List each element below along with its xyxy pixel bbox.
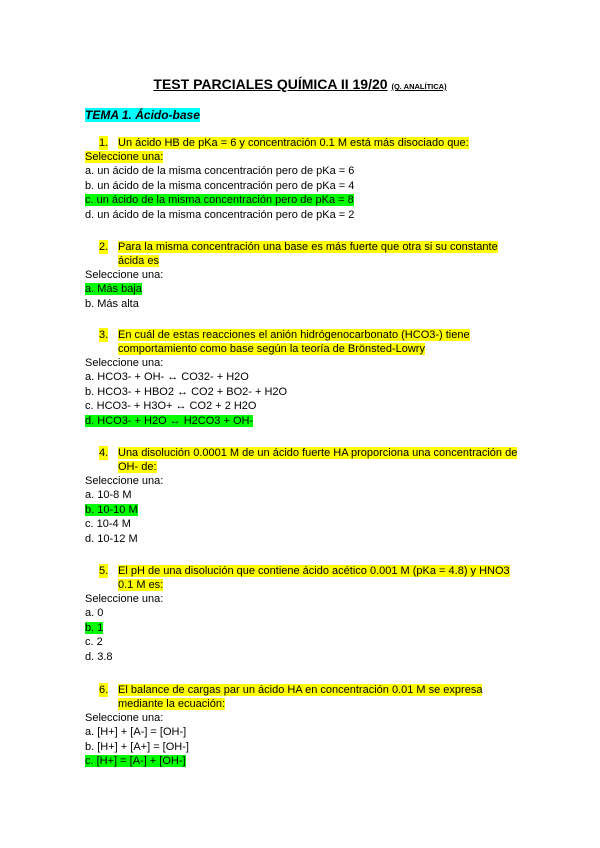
option-text: Más baja bbox=[97, 283, 142, 295]
question-text: Un ácido HB de pKa = 6 y concentración 0.1 M está más disociado que: bbox=[118, 137, 469, 149]
select-prompt: Seleccione una: bbox=[85, 475, 164, 487]
question-stem bbox=[85, 240, 518, 268]
select-prompt-text: Seleccione una: bbox=[85, 151, 164, 163]
option-c[interactable] bbox=[85, 399, 600, 414]
option-d[interactable] bbox=[85, 650, 600, 665]
option-a[interactable] bbox=[85, 606, 600, 621]
option-c[interactable] bbox=[85, 517, 600, 532]
select-prompt: Seleccione una: bbox=[85, 712, 164, 724]
option-text: Más alta bbox=[97, 297, 139, 310]
option-letter: b. bbox=[85, 503, 95, 516]
question-3 bbox=[0, 328, 600, 428]
option-text: un ácido de la misma concentración pero de pKa = 2 bbox=[97, 208, 355, 221]
question-2 bbox=[0, 240, 600, 311]
option-letter: a. bbox=[85, 489, 95, 501]
question-text: Para la misma concentración una base es más fuerte que otra si su constante ácida es bbox=[118, 241, 498, 267]
question-number: 5. bbox=[99, 565, 109, 577]
option-d-correct[interactable] bbox=[85, 414, 600, 429]
question-4 bbox=[0, 446, 600, 546]
document-title bbox=[0, 76, 600, 92]
question-number: 1. bbox=[99, 137, 109, 149]
option-text: 10-10 M bbox=[97, 503, 138, 516]
options-list bbox=[0, 488, 600, 546]
option-letter: d. bbox=[85, 208, 95, 221]
option-b-correct[interactable] bbox=[85, 503, 600, 518]
option-a[interactable] bbox=[85, 164, 600, 179]
option-letter: a. bbox=[85, 607, 95, 619]
title-main: TEST PARCIALES QUÍMICA II 19/20 bbox=[153, 76, 388, 92]
option-text: 1 bbox=[97, 621, 104, 634]
option-letter: a. bbox=[85, 371, 95, 383]
option-text: 10-12 M bbox=[97, 532, 138, 545]
option-letter: b. bbox=[85, 740, 95, 753]
option-letter: c. bbox=[85, 755, 94, 767]
option-a-correct[interactable] bbox=[85, 282, 600, 297]
option-letter: d. bbox=[85, 650, 95, 663]
option-text: HCO3- + OH- ↔ CO32- + H2O bbox=[97, 371, 249, 383]
options-list bbox=[0, 606, 600, 664]
topic-heading bbox=[85, 108, 200, 122]
option-letter: a. bbox=[85, 283, 95, 295]
option-b[interactable] bbox=[85, 297, 600, 312]
options-list bbox=[0, 725, 600, 769]
topic-heading-text: TEMA 1. Ácido-base bbox=[85, 108, 200, 122]
option-text: [H+] + [A+] = [OH-] bbox=[97, 740, 189, 753]
option-c-correct[interactable] bbox=[85, 754, 600, 769]
option-text: un ácido de la misma concentración pero de pKa = 4 bbox=[97, 179, 355, 192]
options-list bbox=[0, 282, 600, 311]
option-text: 0 bbox=[97, 607, 104, 619]
title-subtitle: (Q. ANALÍTICA) bbox=[391, 82, 447, 91]
option-c[interactable] bbox=[85, 635, 600, 650]
select-prompt: Seleccione una: bbox=[85, 269, 164, 281]
option-b[interactable] bbox=[85, 179, 600, 194]
option-d[interactable] bbox=[85, 532, 600, 547]
options-list bbox=[0, 370, 600, 428]
select-prompt: Seleccione una: bbox=[85, 357, 164, 369]
question-5 bbox=[0, 564, 600, 664]
option-b[interactable] bbox=[85, 385, 600, 400]
select-prompt: Seleccione una: bbox=[85, 593, 164, 605]
option-d[interactable] bbox=[85, 208, 600, 223]
question-text: En cuál de estas reacciones el anión hidrógenocarbonato (HCO3-) tiene comportamiento como base según la teoría de Brönsted-Lowry bbox=[118, 329, 470, 355]
option-b[interactable] bbox=[85, 740, 600, 755]
option-b-correct[interactable] bbox=[85, 621, 600, 636]
question-number: 6. bbox=[99, 684, 109, 696]
option-letter: c. bbox=[85, 518, 94, 530]
option-letter: b. bbox=[85, 385, 95, 398]
option-letter: a. bbox=[85, 165, 95, 177]
question-stem bbox=[85, 564, 518, 592]
select-prompt bbox=[85, 150, 600, 164]
question-stem bbox=[85, 446, 518, 474]
option-letter: b. bbox=[85, 621, 95, 634]
option-a[interactable] bbox=[85, 488, 600, 503]
option-letter: a. bbox=[85, 726, 95, 738]
option-c-correct[interactable] bbox=[85, 193, 600, 208]
option-text: 10-8 M bbox=[97, 489, 132, 501]
question-stem bbox=[85, 328, 518, 356]
option-text: un ácido de la misma concentración pero de pKa = 8 bbox=[96, 194, 354, 206]
options-list bbox=[0, 164, 600, 222]
option-text: 2 bbox=[96, 636, 103, 648]
option-letter: b. bbox=[85, 297, 95, 310]
option-letter: c. bbox=[85, 194, 94, 206]
option-text: HCO3- + H3O+ ↔ CO2 + 2 H2O bbox=[96, 400, 257, 412]
option-text: 3.8 bbox=[97, 650, 113, 663]
question-number: 3. bbox=[99, 329, 109, 341]
option-text: 10-4 M bbox=[96, 518, 131, 530]
option-text: [H+] = [A-] + [OH-] bbox=[96, 755, 186, 767]
question-number: 4. bbox=[99, 447, 109, 459]
question-text: Una disolución 0.0001 M de un ácido fuerte HA proporciona una concentración de OH- de: bbox=[118, 447, 518, 473]
option-text: HCO3- + H2O ↔ H2CO3 + OH- bbox=[97, 414, 254, 427]
question-text: El pH de una disolución que contiene ácido acético 0.001 M (pKa = 4.8) y HNO3 0.1 M es: bbox=[118, 565, 510, 591]
option-letter: c. bbox=[85, 636, 94, 648]
option-text: [H+] + [A-] = [OH-] bbox=[97, 726, 187, 738]
question-text: El balance de cargas par un ácido HA en concentración 0.01 M se expresa mediante la ecuación: bbox=[118, 684, 483, 710]
option-letter: d. bbox=[85, 532, 95, 545]
question-1 bbox=[0, 136, 600, 222]
option-a[interactable] bbox=[85, 725, 600, 740]
option-a[interactable] bbox=[85, 370, 600, 385]
option-text: HCO3- + HBO2 ↔ CO2 + BO2- + H2O bbox=[97, 385, 288, 398]
option-letter: d. bbox=[85, 414, 95, 427]
question-number: 2. bbox=[99, 241, 109, 253]
question-stem bbox=[85, 683, 518, 711]
question-stem bbox=[85, 136, 518, 150]
option-letter: b. bbox=[85, 179, 95, 192]
question-6 bbox=[0, 683, 600, 769]
option-letter: c. bbox=[85, 400, 94, 412]
option-text: un ácido de la misma concentración pero de pKa = 6 bbox=[97, 165, 355, 177]
